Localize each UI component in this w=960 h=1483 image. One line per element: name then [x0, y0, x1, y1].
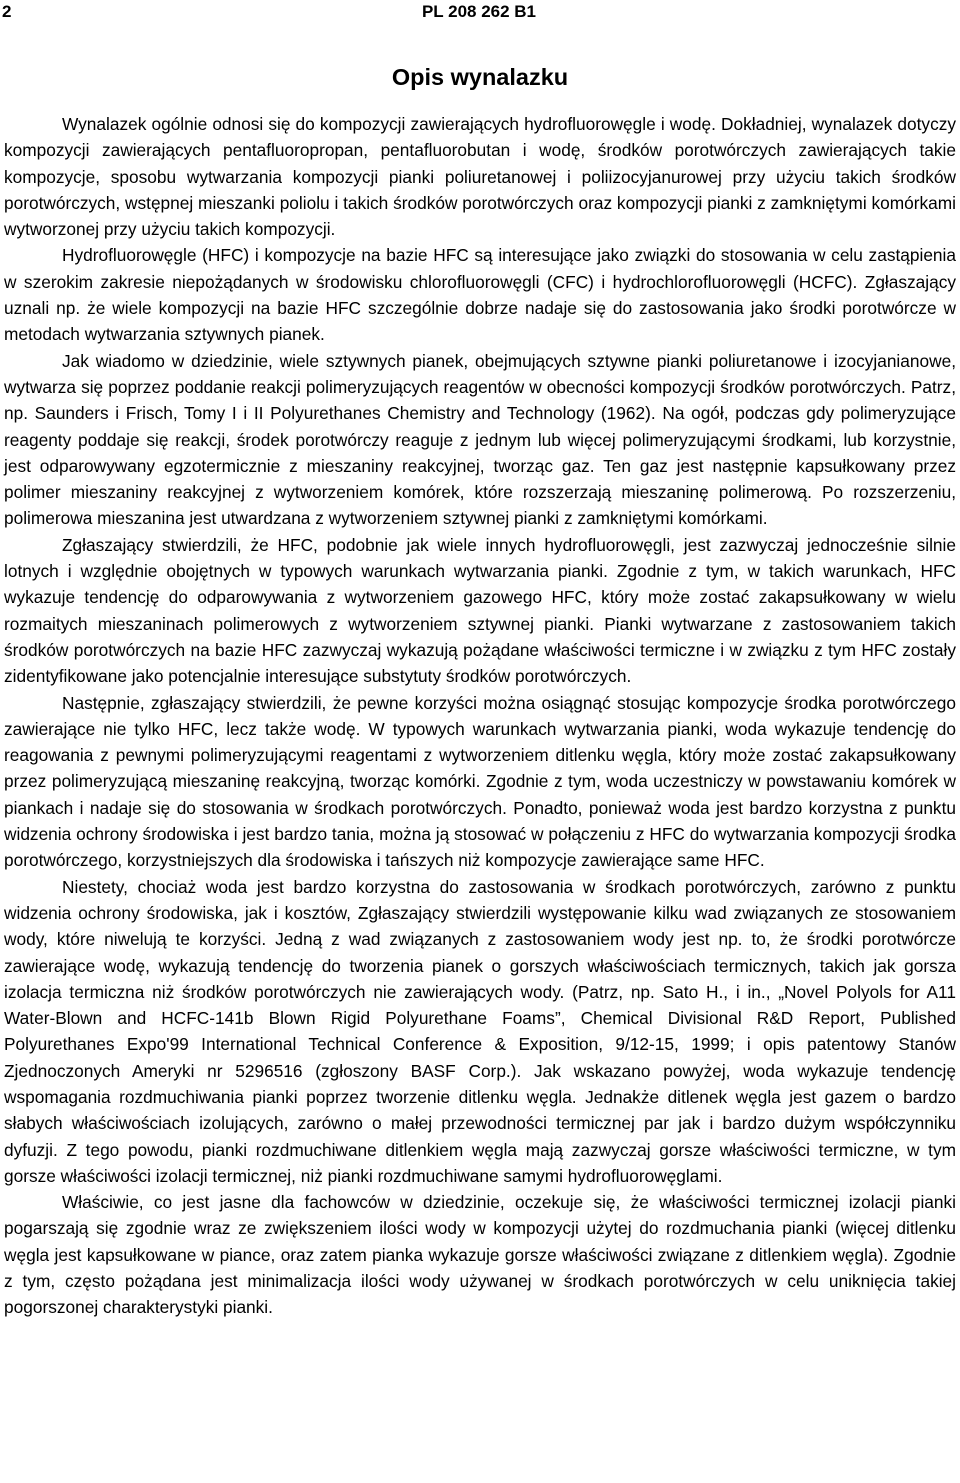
paragraph: Właściwie, co jest jasne dla fachowców w dziedzinie, oczekuje się, że właściwości termicznej izolacji pianki pogarszają się zgodnie wraz ze zwiększeniem ilości wody w kompozycji użytej do rozdmuchania pianki (więcej ditlenku węgla jest kapsułkowane w piance, oraz zatem pianka wykazuje gorsze właściwości związane z ditlenkiem węgla). Zgodnie z tym, często pożądana jest minimalizacja ilości wody używanej w środkach porotwórczych w celu uniknięcia takiej pogorszonej charakterystyki pianki.	[4, 1192, 956, 1318]
patent-number: PL 208 262 B1	[421, 2, 537, 21]
section-title: Opis wynalazku	[391, 64, 569, 90]
paragraph: Hydrofluorowęgle (HFC) i kompozycje na bazie HFC są interesujące jako związki do stosowania w celu zastąpienia w szerokim zakresie niepożądanych w środowisku chlorofluorowęgli (CFC) i hydrochlorofluorowęgli (HCFC). Zgłaszający uznali np. że wiele kompozycji na bazie HFC szczególnie dobrze nadaje się do zastosowania jako środki porotwórcze w metodach wytwarzania sztywnych pianek.	[4, 245, 956, 345]
paragraph: Jak wiadomo w dziedzinie, wiele sztywnych pianek, obejmujących sztywne pianki poliuretanowe i izocyjanianowe, wytwarza się poprzez poddanie reakcji polimeryzujących reagentów w obecności kompozycji środków porotwórczych. Patrz, np. Saunders i Frisch, Tomy I i II Polyurethanes Chemistry and Technology (1962). Na ogół, podczas gdy polimeryzujące reagenty poddaje się reakcji, środek porotwórczy reaguje z jednym lub więcej polimeryzującymi środkami, lub korzystnie, jest odparowywany egzotermicznie z mieszaniny reakcyjnej, tworząc gaz. Ten gaz jest następnie kapsułkowany przez polimer mieszaniny reakcyjnej z wytworzeniem komórek, które rozszerzają mieszaninę polimerową. Po rozszerzeniu, polimerowa mieszanina jest utwardzana z wytworzeniem sztywnej pianki z zamkniętymi komórkami.	[4, 350, 956, 529]
paragraph: Następnie, zgłaszający stwierdzili, że pewne korzyści można osiągnąć stosując kompozycje środka porotwórczego zawierające nie tylko HFC, lecz także wodę. W typowych warunkach wytwarzania pianki, woda wykazuje tendencję do reagowania z pewnymi polimeryzującymi reagentami z wytworzeniem ditlenku węgla, który może zostać zakapsułkowany przez polimeryzującą mieszaninę reakcyjną, tworząc komórki. Zgodnie z tym, woda uczestniczy w powstawaniu komórek w piankach i nadaje się do stosowania w środkach porotwórczych. Ponadto, ponieważ woda jest bardzo korzystna z punktu widzenia ochrony środowiska i jest bardzo tania, można ją stosować w połączeniu z HFC do wytwarzania kompozycji środka porotwórczego, korzystniejszych dla środowiska i tańszych niż kompozycje zawierające same HFC.	[4, 692, 956, 871]
body-text	[4, 111, 956, 1321]
paragraph: Wynalazek ogólnie odnosi się do kompozycji zawierających hydrofluorowęgle i wodę. Dokładniej, wynalazek dotyczy kompozycji zawierających pentafluoropropan, pentafluorobutan i wodę, środków porotwórczych zawierających takie kompozycje, sposobu wytwarzania kompozycji pianki poliuretanowej i poliizocyjanurowej przy użyciu takich środków porotwórczych, wstępnej mieszanki poliolu i takich środków porotwórczych oraz kompozycji pianki z zamkniętymi komórkami wytworzonej przy użyciu takich kompozycji.	[4, 114, 956, 240]
paragraph: Zgłaszający stwierdzili, że HFC, podobnie jak wiele innych hydrofluorowęgli, jest zazwyczaj jednocześnie silnie lotnych i względnie obojętnych w typowych warunkach wytwarzania pianki. Zgodnie z tym, w takich warunkach, HFC wykazuje tendencję do odparowywania z wytworzeniem gazowego HFC, który może zostać zakapsułkowany w wielu rozmaitych mieszaninach polimerowych z wytworzeniem sztywnej pianki. Pianki wytwarzane z zastosowaniem takich środków porotwórczych na bazie HFC zazwyczaj wykazują pożądane właściwości termiczne i w związku z tym HFC zostały zidentyfikowane jako potencjalnie interesujące substytuty środków porotwórczych.	[4, 534, 956, 687]
page-number: 2	[2, 2, 12, 21]
page-header	[2, 2, 956, 26]
paragraph: Niestety, chociaż woda jest bardzo korzystna do zastosowania w środkach porotwórczych, zarówno z punktu widzenia ochrony środowiska, jak i kosztów, Zgłaszający stwierdzili występowanie kilku wad związanych ze stosowaniem wody, które niwelują te korzyści. Jedną z wad związanych z zastosowaniem wody jest np. to, że środki porotwórcze zawierające wodę, wykazują tendencję do tworzenia pianek o gorszych właściwościach termicznych, takich jak gorsza izolacja termiczna niż środków porotwórczych nie zawierających wody. (Patrz, np. Sato H., i in., „Novel Polyols for A11 Water-Blown and HCFC-141b Blown Rigid Polyurethane Foams”, Chemical Divisional R&D Report, Published Polyurethanes Expo'99 International Technical Conference & Exposition, 9/12-15, 1999; i opis patentowy Stanów Zjednoczonych Ameryki nr 5296516 (zgłoszony BASF Corp.). Jak wskazano powyżej, woda wykazuje tendencję wspomagania rozdmuchiwania pianki poprzez tworzenie ditlenku węgla. Jednakże ditlenek węgla jest gazem o bardzo słabych właściwościach izolujących, zarówno o małej przewodności termicznej par jak i bardzo dużym współczynniku dyfuzji. Z tego powodu, pianki rozdmuchiwane ditlenkiem węgla mają zazwyczaj gorsze właściwości termiczne, w tym gorsze właściwości izolacji termicznej, niż pianki rozdmuchiwane samymi hydrofluorowęglami.	[4, 876, 956, 1186]
